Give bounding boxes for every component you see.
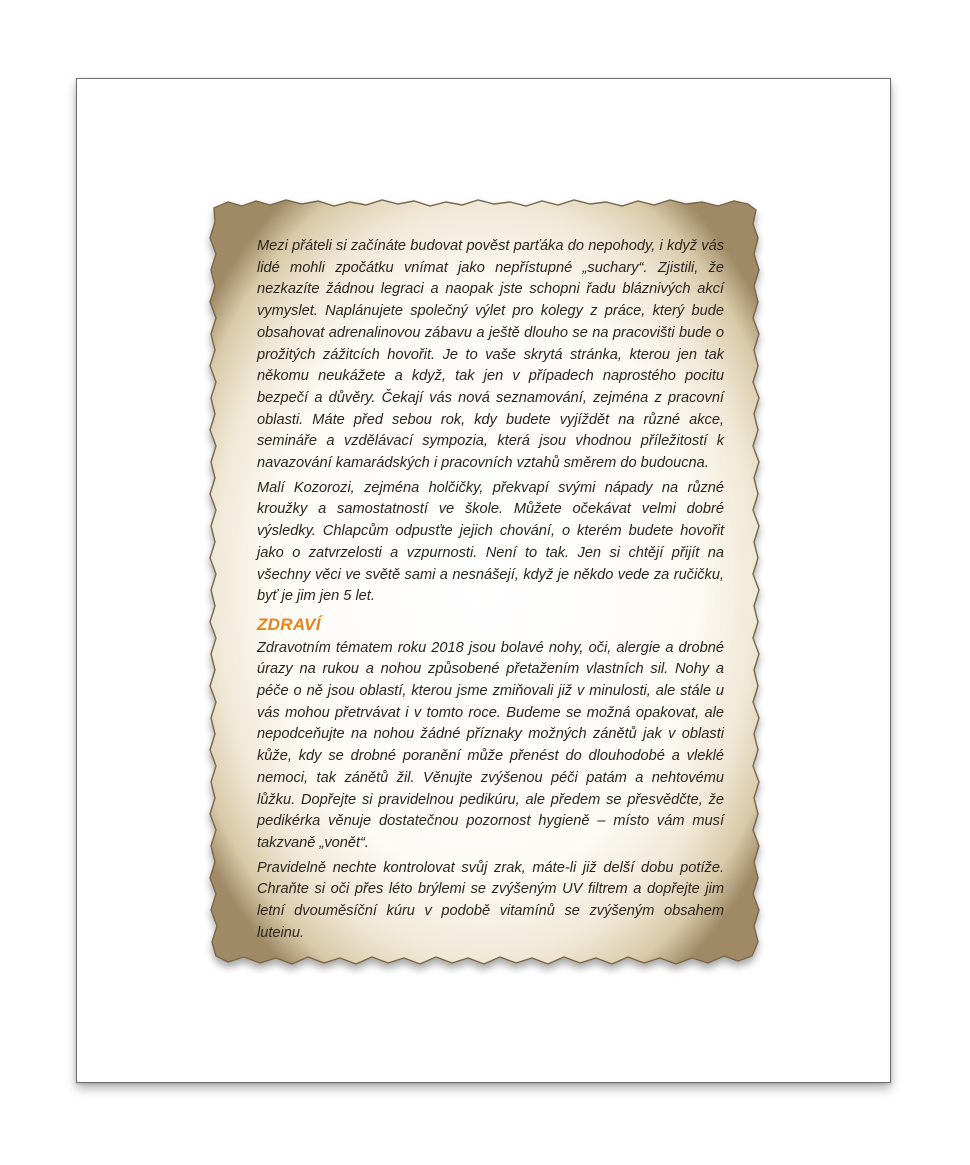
paragraph-health: Zdravotním tématem roku 2018 jsou bolavé nohy, oči, alergie a drobné úrazy na rukou a nohou způsobené přetažením vlastních sil. Nohy a péče o ně jsou oblastí, kterou jsme zmiňovali již v minulosti, ale stále u vás mohou přetrvávat i v tomto roce. Budeme se možná opakovat, ale nepodceňujte na nohou žádné příznaky možných zánětů jak v oblasti kůže, kdy se drobné poranění může přenést do dlouhodobé a vleklé nemoci, tak zánětů žil. Věnujte zvýšenou péči patám a nehtovému lůžku. Dopřejte si pravidelnou pedikúru, ale předem se přesvědčte, že pedikérka věnuje dostatečnou pozornost hygieně – místo vám musí takzvaně „vonět“. (257, 639, 724, 851)
paragraph-friends: Mezi přáteli si začínáte budovat pověst parťáka do nepohody, i když vás lidé mohli zpočátku vnímat jako nepřístupné „suchary“. Zjistili, že nezkazíte žádnou legraci a naopak jste schopni řadu bláznivých akcí vymyslet. Naplánujete společný výlet pro kolegy z práce, který bude obsahovat adrenalinovou zábavu a ještě dlouho se na pracovišti bude o prožitých zážitcích hovořit. Je to vaše skrytá stránka, kterou jen tak někomu neukážete a když, tak jen v případech naprostého pocitu bezpečí a důvěry. Čekají vás nová seznamování, zejména z pracovní oblasti. Máte před sebou rok, kdy budete vyjíždět na různé akce, semináře a vzdělávací sympozia, která jsou vhodnou příležitostí k navazování kamarádských i pracovních vztahů směrem do budoucna. (257, 238, 724, 472)
paragraph-children: Malí Kozorozi, zejména holčičky, překvapí svými nápady na různé kroužky a samostatností ve škole. Můžete očekávat velmi dobré výsledky. Chlapcům odpusťte jejich chování, o kterém budete hovořit jako o zatvrzelosti a vzpurnosti. Není to tak. Jen si chtějí přijít na všechny věci ve světě sami a nesnášejí, když je někdo vede za ručičku, byť je jim jen 5 let. (257, 479, 724, 605)
article-body (257, 236, 724, 945)
paragraph-eyesight: Pravidelně nechte kontrolovat svůj zrak, máte-li již delší dobu potíže. Chraňte si oči přes léto brýlemi se zvýšeným UV filtrem a dopřejte jim letní dvouměsíční kúru v podobě vitamínů se zvýšeným obsahem luteinu. (257, 859, 724, 941)
section-heading-health: ZDRAVÍ (257, 614, 321, 634)
